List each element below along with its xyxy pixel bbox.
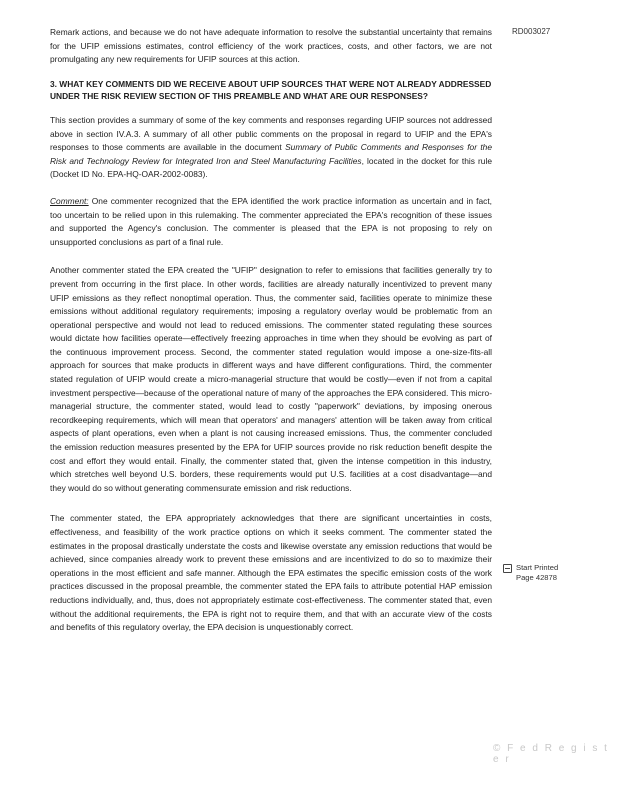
- section-heading: 3. WHAT KEY COMMENTS DID WE RECEIVE ABOUT UFIP SOURCES THAT WERE NOT ALREADY ADDRESSED UNDER THE RISK REVIEW SECTION OF THIS PREAMBLE AND WHAT ARE OUR RESPONSES?: [50, 78, 492, 102]
- comment-1-text: One commenter recognized that the EPA identified the work practice information as uncertain and in fact, too uncertain to be relied upon in this rulemaking. The commenter appreciated the EPA's recognition of these issues and supported the Agency's conclusion. The commenter is pleased that the EPA is not proposing to rely on unsupported conclusions as part of a final rule.: [50, 195, 492, 247]
- intro-text-end: , located in the docket for this rule (Docket ID No. EPA-HQ-OAR-2002-0083).: [50, 155, 492, 180]
- margin-note-row: [503, 563, 593, 583]
- comment-paragraph-3: The commenter stated, the EPA appropriately acknowledges that there are significant uncertainties in costs, effectiveness, and feasibility of the work practice options on which it seeks comment. The commenter stated the estimates in the proposal drastically understate the costs and likewise overstate any emission reductions that would be achieved, since companies already work to prevent these emissions and are incentivized to do so to maximize their operations in the most efficient and safe manner. Although the EPA estimates the specific emission costs of the work practices discussed in the proposal preamble, the commenter stated the EPA fails to attribute potential HAP emission reductions individually, and, thus, does not appropriately estimate cost-effectiveness. The commenter stated that, even without the additional requirements, the EPA is right not to require them, and that with an accurate view of the costs and benefits of this regulatory overlay, the EPA decision is unquestionably correct.: [50, 513, 492, 633]
- comment-label: Comment:: [50, 195, 89, 206]
- comment-paragraph-2: Another commenter stated the EPA created the "UFIP" designation to refer to emissions that facilities generally try to prevent from occurring in the first place. In other words, facilities are already naturally incentivized to prevent many UFIP emissions as they reflect nonoptimal operation. Thus, the commenter said, facilities operate to minimize these emissions without additional regulatory requirements; imposing a regulatory overlay would be problematic from an operational perspective and would not lead to reduced emissions. The commenter stated regulating these sources would dictate how facilities operate—effectively freezing approaches in time when they should be evolving as part of the continuous improvement process. Second, the commenter stated regulation would impose a one-size-fits-all approach for sources that make products in different ways and have different configurations. Third, the commenter stated regulation of UFIP would create a micro-managerial structure that would be costly—even if not from a capital investment perspective—because of the operational nature of many of the approaches the EPA considered. This micro-managerial structure, the commenter stated, would lead to costly "paperwork" deviations, by imposing onerous recordkeeping requirements, which will mean that operators' and managers' attention will be taken away from critical aspects of plant operations, even when a plant is not causing increased emissions. Thus, the commenter concluded the emission reduction measures presented by the EPA for UFIP sources provide no risk reduction benefit despite the cost and effort they would entail. Finally, the commenter stated that, given the intense competition in this industry, which stretches well beyond U.S. borders, these requirements would put U.S. facilities at a cost disadvantage—and they would do so without generating commensurate emission and risk reductions.: [50, 265, 492, 493]
- start-printed-page-note[interactable]: [503, 563, 593, 583]
- main-text-column: [50, 26, 492, 635]
- watermark: © F e d R e g i s t e r: [493, 743, 609, 765]
- comment-paragraph-1: [50, 195, 492, 249]
- margin-note-text: [516, 563, 558, 583]
- continued-paragraph: Remark actions, and because we do not have adequate information to resolve the substantial uncertainty that remains for the UFIP emissions estimates, control efficiency of the work practices, costs, and other factors, we are not promulgating any new requirements for UFIP sources at this action.: [50, 27, 492, 65]
- document-number: RD003027: [512, 27, 551, 36]
- margin-note-page: Page 42878: [516, 573, 557, 582]
- margin-note-label: Start Printed: [516, 563, 559, 572]
- intro-paragraph: [50, 114, 492, 182]
- intro-text-start: This section provides a summary of some of the key comments and responses regarding UFIP sources not addressed above in section IV.A.3. A summary of all other public comments on the proposal in regard to UFIP and the EPA's responses to those comments are available in the document: [50, 114, 492, 153]
- page-break-icon: [503, 564, 512, 573]
- intro-document-title: Summary of Public Comments and Responses for the Risk and Technology Review for Integrated Iron and Steel Manufacturing Facilities: [50, 142, 492, 166]
